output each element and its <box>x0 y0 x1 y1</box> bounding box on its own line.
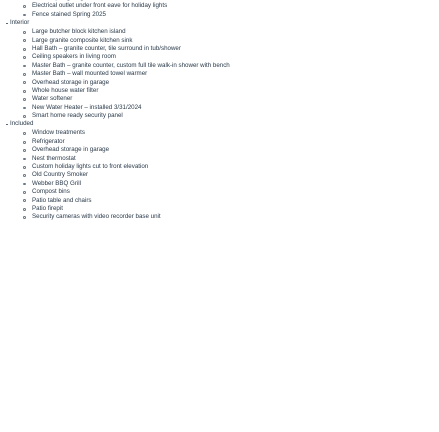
list-item <box>0 104 439 112</box>
list-item <box>0 188 439 196</box>
bullet-icon <box>23 98 26 101</box>
list-item <box>0 129 439 137</box>
list-item-text: Window treatments <box>32 129 85 137</box>
list-item-text: Large granite composite kitchen sink <box>32 36 133 44</box>
list-item-text: New Water Heater – installed 3/31/2024 <box>32 103 142 111</box>
bullet-icon <box>23 149 26 152</box>
interior-list <box>0 28 439 120</box>
bullet-icon <box>23 31 26 34</box>
list-item-text: Large butcher block kitchen island <box>32 28 126 36</box>
list-item <box>0 37 439 45</box>
bullet-icon <box>23 65 26 68</box>
list-item-text: Ceiling speakers in living room <box>32 53 116 61</box>
list-item-text: Webber BBQ Grill <box>32 179 82 187</box>
list-item-text: Master Bath – wall mounted towel warmer <box>32 70 148 78</box>
bullet-icon <box>23 141 26 144</box>
list-item <box>0 95 439 103</box>
list-item <box>0 45 439 53</box>
list-item-text: Patio table and chairs <box>32 196 92 204</box>
bullet-icon <box>23 132 26 135</box>
list-item <box>0 163 439 171</box>
list-item <box>0 70 439 78</box>
list-item-text: Security cameras with video recorder base unit <box>32 213 161 221</box>
list-item-text: Fence stained Spring 2025 <box>32 10 106 18</box>
bullet-icon <box>23 115 26 118</box>
list-item <box>0 112 439 120</box>
bullet-icon <box>23 158 26 161</box>
bullet-icon <box>23 73 26 76</box>
bullet-icon <box>23 166 26 169</box>
exterior-list-tail <box>0 0 439 19</box>
bullet-icon <box>23 14 26 17</box>
section-heading-interior: Interior <box>6 19 439 27</box>
list-item <box>0 53 439 61</box>
section-heading-included: Included <box>6 120 439 128</box>
bullet-icon <box>23 199 26 202</box>
list-item <box>0 11 439 19</box>
list-item-text <box>32 0 84 1</box>
bullet-icon <box>23 5 26 8</box>
bullet-icon <box>23 90 26 93</box>
list-item-text: Custom holiday lights cut to front elevation <box>32 163 149 170</box>
list-item <box>0 155 439 163</box>
list-item-text: Compost bins <box>32 188 70 196</box>
list-item-text: Old Country Smoker <box>32 171 89 179</box>
bullet-icon <box>23 81 26 84</box>
list-item <box>0 2 439 10</box>
list-item-text: Whole house water filter <box>32 86 99 94</box>
bullet-icon <box>23 183 26 186</box>
list-item-text: Master Bath – granite counter, custom full tile walk-in shower with bench <box>32 61 230 69</box>
list-item <box>0 87 439 95</box>
list-item <box>0 205 439 213</box>
list-item <box>0 180 439 188</box>
bullet-icon <box>23 39 26 42</box>
list-item-text: Water softener <box>32 95 73 103</box>
bullet-icon <box>23 107 26 110</box>
list-item-text: Patio firepit <box>32 204 63 212</box>
list-item <box>0 62 439 70</box>
list-item <box>0 197 439 205</box>
list-item-text: Hall Bath – granite counter, tile surround in tub/shower <box>32 44 181 52</box>
list-item-text: Smart home ready security panel <box>32 112 123 120</box>
bullet-icon <box>23 56 26 59</box>
list-item <box>0 138 439 146</box>
list-item-text: Overhead storage in garage <box>32 78 110 86</box>
list-item <box>0 28 439 36</box>
included-list <box>0 129 439 221</box>
list-item <box>0 213 439 221</box>
list-item-text: Electrical outlet under front eave for holiday lights <box>32 2 168 10</box>
list-item <box>0 79 439 87</box>
bullet-icon <box>23 191 26 194</box>
list-item <box>0 171 439 179</box>
list-item <box>0 146 439 154</box>
bullet-icon <box>23 208 26 211</box>
bullet-icon <box>23 48 26 51</box>
list-item-text: Refrigerator <box>32 137 65 145</box>
bullet-icon <box>23 216 26 219</box>
list-item-text: Overhead storage in garage <box>32 146 110 154</box>
list-item-text: Nest thermostat <box>32 154 76 162</box>
bullet-icon <box>23 174 26 177</box>
